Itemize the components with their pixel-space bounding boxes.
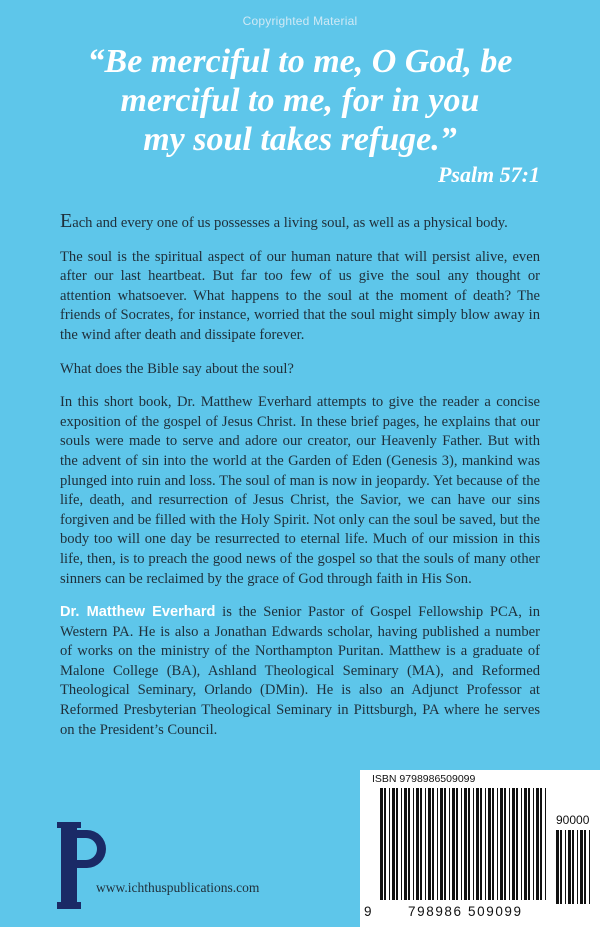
barcode-bar — [408, 788, 410, 900]
barcode-bar — [565, 830, 566, 904]
barcode-bar — [533, 788, 534, 900]
barcode-bar — [401, 788, 402, 900]
copyright-watermark: Copyrighted Material — [242, 14, 358, 28]
publisher-website[interactable]: www.ichthuspublications.com — [96, 880, 260, 895]
barcode-bar — [521, 788, 522, 900]
author-name: Dr. Matthew Everhard — [60, 604, 216, 621]
scripture-reference: Psalm 57:1 — [437, 162, 540, 187]
barcode-bar — [485, 788, 486, 900]
barcode-bar — [468, 788, 470, 900]
barcode-bar — [456, 788, 458, 900]
barcode-bar — [437, 788, 438, 900]
barcode-bar — [380, 788, 383, 900]
barcode-bar — [589, 830, 590, 904]
barcode-bar — [396, 788, 398, 900]
barcode-bar — [449, 788, 450, 900]
barcode-bar — [528, 788, 530, 900]
barcode-bar — [476, 788, 479, 900]
paragraph-soul: The soul is the spiritual aspect of our human nature that will persist alive, even after our last heartbeat. But far too few of us give the soul any thought or attention whatsoever. What happens to the soul at the moment of death? The friends of Socrates, for instance, worried that the soul might simply blow away in the wind after death and dissipate forever. — [60, 248, 540, 343]
barcode-first-digit: 9 — [364, 904, 372, 919]
barcode-bar — [536, 788, 539, 900]
barcode-bar — [492, 788, 494, 900]
barcode-bar — [509, 788, 510, 900]
paragraph-book-summary: In this short book, Dr. Matthew Everhard attempts to give the reader a concise exposition of the gospel of Jesus Christ. In these brief pages, he explains that our souls were made to serve and adore our creator, our Heavenly Father. But with the advent of sin into the world at the Garden of Eden (Genesis 3), mankind was plunged into ruin and loss. The soul of man is now in jeopardy. Yet because of the life, death, and resurrection of Jesus Christ, the Savior, we can have our sins forgiven and be filled with the Holy Spirit. Not only can the soul be saved, but the body too will one day be resurrected to eternal life. Much of our mission in this life, then, is to preach the good news of the gospel so that the souls of many other sinners can be reclaimed by the grace of God through faith in His Son. — [60, 394, 540, 587]
price-code: 90000 — [556, 813, 590, 827]
barcode-bar — [504, 788, 506, 900]
barcode-bars-main — [380, 788, 550, 906]
author-bio-text: is the Senior Pastor of Gospel Fellowship PCA, in Western PA. He is also a Jonathan Edwards scholar, having published a number of works on the ministry of the Northampton Puritan. Matthew is a graduate of Malone College (BA), Ashland Theological Seminary (MA), and Reformed Theological Seminary, Orlando (DMin). He is also an Adjunct Professor at Reformed Presbyterian Theological Seminary in Pittsburgh, PA where he serves on the President’s Council. — [60, 604, 540, 738]
barcode-bar — [500, 788, 503, 900]
barcode-bar — [540, 788, 542, 900]
back-cover-text — [60, 212, 540, 754]
barcode-bar — [392, 788, 395, 900]
barcode-bar — [432, 788, 434, 900]
barcode-bar — [556, 830, 559, 904]
lead-paragraph — [60, 212, 540, 234]
barcode-bar — [497, 788, 498, 900]
barcode-bars-price — [556, 830, 594, 908]
ip-pillar-logo-icon — [55, 820, 107, 912]
barcode-bar — [404, 788, 407, 900]
quote-line-3: my soul takes refuge.” — [143, 121, 457, 158]
author-bio — [60, 603, 540, 740]
barcode-bar — [488, 788, 491, 900]
drop-cap: E — [60, 210, 73, 232]
barcode-bar — [413, 788, 414, 900]
barcode-bar — [416, 788, 419, 900]
quote-line-2: merciful to me, for in you — [120, 82, 480, 119]
barcode-bar — [568, 830, 571, 904]
barcode-bar — [577, 830, 578, 904]
barcode-bar — [384, 788, 386, 900]
barcode-bar — [464, 788, 467, 900]
quote-line-1: “Be merciful to me, O God, be — [87, 43, 513, 80]
barcode-bar — [584, 830, 586, 904]
lead-text: ach and every one of us possesses a living soul, as well as a physical body. — [72, 215, 508, 231]
barcode-bar — [420, 788, 422, 900]
barcode-bar — [545, 788, 546, 900]
barcode-bar — [428, 788, 431, 900]
barcode-bar — [572, 830, 574, 904]
barcode-bar — [425, 788, 426, 900]
barcode-bar — [516, 788, 518, 900]
barcode-bar — [580, 830, 583, 904]
barcode-bar — [440, 788, 443, 900]
barcode-bar — [473, 788, 474, 900]
isbn-label: ISBN 9798986509099 — [372, 773, 476, 785]
barcode-bar — [389, 788, 390, 900]
barcode-bar — [452, 788, 455, 900]
barcode-bar — [480, 788, 482, 900]
isbn-barcode — [360, 770, 600, 927]
barcode-bar — [512, 788, 515, 900]
paragraph-question: What does the Bible say about the soul? — [60, 360, 294, 377]
scripture-quote — [40, 42, 560, 159]
barcode-bar — [560, 830, 562, 904]
barcode-bar — [444, 788, 446, 900]
barcode-digits: 798986 509099 — [408, 904, 523, 919]
barcode-bar — [461, 788, 462, 900]
barcode-bar — [524, 788, 527, 900]
